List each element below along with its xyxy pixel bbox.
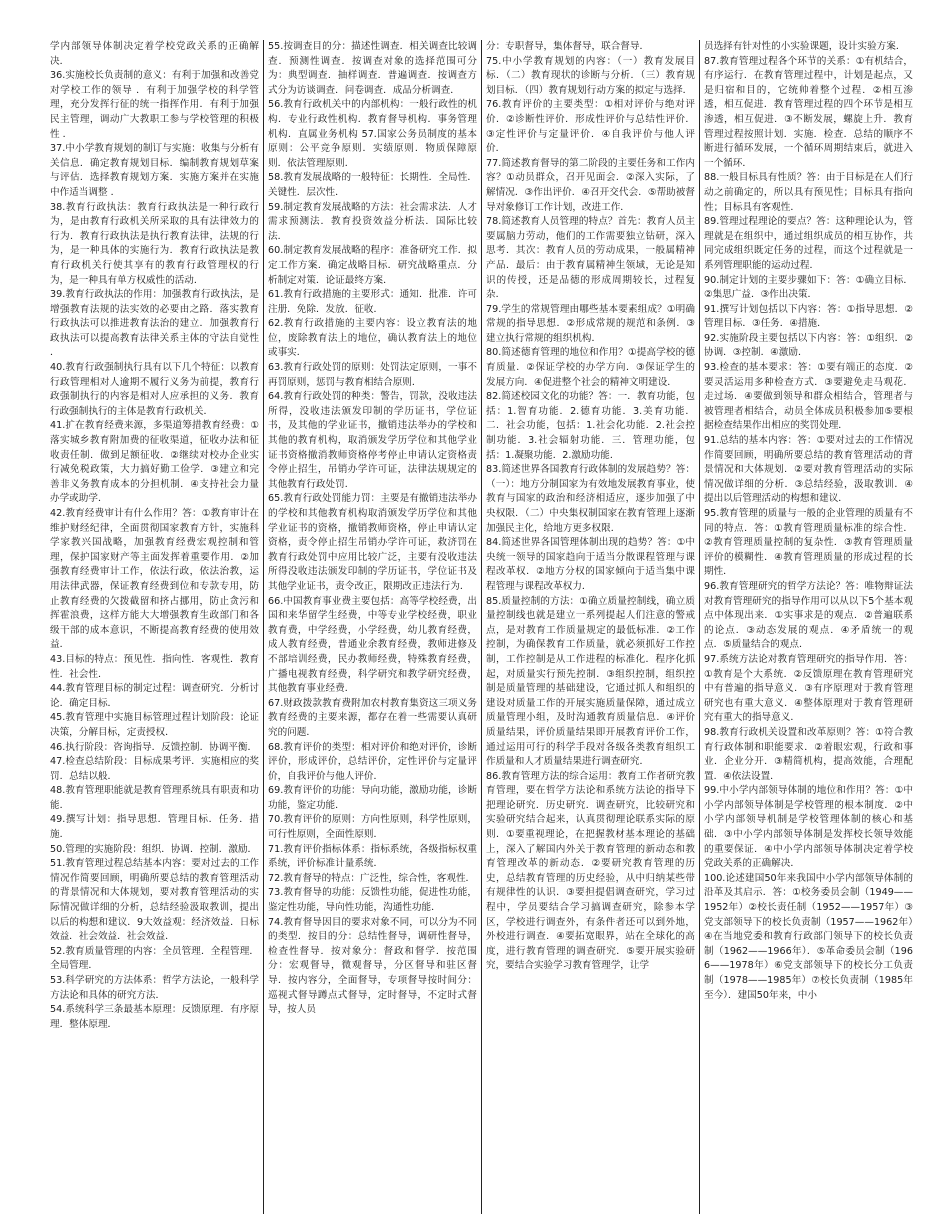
text-column-4: 员选择有针对性的小实验课题，设计实验方案． 87.教育管理过程各个环节的关系：①有机结合，有序运行．在教育管理过程中，计划是起点，又是归宿和目的，它统帅着整个过程．②相互渗透，相互促进．教育管理过程的四个环节是相互渗透，相互促进．③不断发展，螺旋上升．教育管理过程按照计划．实施．检查．总结的顺序不断进行循环发展，一个循环周期结束后，就进入一个循环． 88.一般目标具有性质？答：由于目标是在人们行动之前确定的，所以具有预见性；目标具有指向性；目标具有客观性． 89.管理过程理论的要点？答：这种理论认为，管理就是在组织中，通过组织成员的相互协作，共同完成组织既定任务的过程，而这个过程就是一系列管理职能的运动过程． 90.制定计划的主要步骤如下：答：①确立目标．②集思广益．③作出决策． 91.撰写计划包括以下内容：答：①指导思想．②管理目标．③任务．④措施． 92.实施阶段主要包括以下内容：答：①组织．②协调．③控制．④激励． 93.检查的基本要求：答：①要有端正的态度．②要灵活运用多种检查方式．③要避免走马观花．走过场．④要做到领导和群众相结合，管理者与被管理者相结合，动员全体成员积极参加⑤要根据检查结果作出相应的奖罚处理． 91.总结的基本内容：答：①要对过去的工作情况作简要回顾，明确所要总结的教育管理活动的背景情况和大体规划．②要对教育管理活动的实际情况做详细的分析．③总结经验，汲取教训．④提出以后管理活动的构想和建议． 95.教育管理的质量与一般的企业管理的质量有不同的特点．答：①教育管理质量标准的综合性．②教育管理质量控制的复杂性．③教育管理质量评价的模糊性．④教育管理质量的形成过程的长期性． 96.教育管理研究的哲学方法论？答：唯物辩证法对教育管理研究的指导作用可以从以下5个基本观点中体现出来．①实事求是的观点．②普遍联系的论点．③动态发展的观点．④矛盾统一的观点．⑤质量结合的观点． 97.系统方法论对教育管理研究的指导作用．答：①教育是个大系统．②反馈原理在教育管理研究中有普遍的指导意义．③有序原理对于教育管理研究也有重大意义．④整体原理对于教育管理研究有重大的指导意义． 98.教育行政机关设置和改革原则？答：①符合教育行政体制和职能要求．②着眼宏观，行政和事业．企业分开．③精简机构，提高效能，合理配置．④依法设置． 99.中小学内部领导体制的地位和作用？答：①中小学内部领导体制是学校管理的根本制度．②中小学内部领导机制是学校管理体制的核心和基础．③中小学内部领导体制是发挥校长领导效能的重要保证．④中小学内部领导体制决定着学校党政关系的正确解决． 100.论述建国50年来我国中小学内部领导体制的沿革及其启示．答：①校务委员会制（1949——1952年）②校长责任制（1952——1957年）③党支部领导下的校长负责制（1957——1962年）④在当地党委和教育行政部门领导下的校长负责制（1962——1966年）．⑤革命委员会制（1966——1978年）⑥党支部领导下的校长分工负责制（1978——1985年）⑦校长负责制（1985年至今）．建国50年来，中小 bbox=[704, 41, 913, 1001]
text-column-1: 学内部领导体制决定着学校党政关系的正确解决． 36.实施校长负责制的意义：有利于加强和改善党对学校工作的领导 ．有利于加强学校的科学管理，充分发挥行征的统一指挥作用．有利于加强民主管理，调动广大教职工参与学校管理的积极性 ． 37.中小学教育规划的制订与实施：收集与分析有关信息．确定教育规划目标．编制教育规划草案与评估．选择教育规划方案．实施方案并在实施中作适当调整 ． 38.教育行政执法：教育行政执法是一种行政行为，是由教育行政机关所采取的具有法律效力的行为．教育行政执法是执行教育法律，法规的行为，是一种具体的实施行为．教育行政执法是教育行政机关行使其享有的教育行政管理权的行为，是一种具有单方权威性的活动． 39.教育行政执法的作用：加强教育行政执法，是增强教育法规的法实效的必要由之路．落实教育行政执法可以推进教育法治的建立．加强教育行政执法可以提高教育法律关系主体的守法自觉性 ． 40.教育行政强制执行具有以下几个特征：以教育行政管理相对人逾期不履行义务为前提，教育行政强制执行的内容是相对人应承担的义务．教育行政强制执行的主体是教育行政机关． 41.扩在教育经费来源，多渠道筹措教育经费：①落实城乡教育附加费的征收渠道，征收办法和征收责任制．做到足额征收．②继续对校办企业实行减免税政策，大力搞好勤工俭学．③建立和完善非义务教育成本的分担机制．④支持社会力量办学或助学． 42.教育经费审计有什么作用？答：①教育审计在维护财经纪律，全面贯彻国家教育方针，实施科学家教兴国战略，加强教育经费宏观控制和管理，保护国家财产等主面发挥着重要作用．②加强教育经费审计工作，依法行政，依法治教，运用法律武器，保证教育经费到位和专款专用，防止教育经费的欠拨截留和挤占挪用，防止贪污和挥霍浪费，这样方能大大增强教育生政部门和各级干部的成本意识，不断提高教育经费的使用效益． 43.目标的特点：预见性．指向性．客观性．教育性．社会性． 44.教育管理目标的制定过程：调查研究．分析讨论．确定目标． 45.教育管理中实施目标管理过程计划阶段：论证决策，分解目标，定责授权． 46.执行阶段：咨询指导．反馈控制．协调平衡． 47.检查总结阶段：目标成果考评．实施相应的奖罚．总结以般． 48.教育管理职能就是教育管理系统具有职责和功能． 49.撰写计划：指导思想．管理目标．任务．措施． 50.管理的实施阶段：组织．协调．控制．激励． 51.教育管理过程总结基本内容：要对过去的工作情况作简要回顾，明确所要总结的教育管理活动的背景情况和大体规划，要对教育管理活动的实际情况做详细的分析，总结经验汲取教训，提出以后的构想和建议．9大效益观：经济效益．日标效益．社会效益．社会效益． 52.教育质量管理的内容：全员管理．全程管理．全局管理． 53.科学研究的方法体系：哲学方法论，一般科学方法论和具体的研究方法． 54.系统科学三条最基本原理：反馈原理．有序原理．整体原理． bbox=[50, 41, 259, 1030]
text-column-3: 分：专职督导，集体督导，联合督导． 75.中小学教育规划的内容：（一）教育发展目标．（二）教育现状的诊断与分析．（三）教育规划目标．（四）教育规划行动方案的拟定与选择． 76.教育评价的主要类型：①相对评价与绝对评价．②诊断性评价．形成性评价与总结性评价．③定性评价与定量评价．④自我评价与他人评价． 77.简述教育督导的第二阶段的主要任务和工作内容？①动员群众，召开见面会．②深入实际，了解情况．③作出评价．④召开交代会．⑤帮助被督导对象修订工作计划，改进工作． 78.简述教育人员管理的特点？首先：教育人员主要属脑力劳动，他们的工作需要独立钻研，深入思考．其次：教育人员的劳动成果，一般属精神产品．最后：由于教育属精神生领域，无论是知识的传授，还是品德的形成周期较长，过程复杂． 79.学生的常规管理由哪些基本要素组成？①明确常规的指导思想．②形成常规的规范和条例．③建立执行常规的组织机构． 80.简述德育管理的地位和作用？①提高学校的德育质量．②保证学校的办学方向．③保证学生的发展方向．④促进整个社会的精神文明建设． 82.简述校园文化的功能？答：一．教育功能，包括：1.智育功能．2.德育功能．3.美育功能．二．社会功能，包括：1.社会化功能．2.社会控制功能．3.社会辐射功能．三．管理功能，包括：1.凝聚功能．2.激励功能． 83.简述世界各国教育行政体制的发展趋势？答：（一）：地方分制国家为有效地发展教育事业，使教育与国家的政治和经济相适应，逐步加强了中央权限．（二）中央集权制国家在教育管理上逐渐加强民主化，给地方更多权限． 84.简述世界各国管理体制出现的趋势？答：①中央统一领导的国家趋向于适当分散课程管理与课程改革权．②地方分权的国家倾向于适当集中课程管理与课程改革权力． 85.质量控制的方法：①确立质量控制线，确立质量控制线也就是建立一系列提起人们注意的警戒点，是对教育工作质量规定的最低标准．②工作控制，为确保教育工作质量，就必须抓好工作控制，工作控制是从工作进程的标准化．程序化抓起，对质量实行预先控制．③组织控制，组织控制是质量管理的基础建设，它通过抓人和组织的建设对质量工作的开展实施质量保障，通过成立质量管理小组，及时沟通教育质量信息．④评价质量结果，评价质量结果即开展教育评价工作，通过运用可行的科学手段对各级各类教育组织工作质量和人才质量结果进行调查研究． 86.教育管理方法的综合运用：教育工作者研究教育管理，要在哲学方法论和系统方法论的指导下把理论研究．历史研究．调查研究，比较研究和实验研究结合起来，认真贯彻理论联系实际的原则．①要重视理论，在把握教材基本理论的基础上，深入了解国内外关于教育管理的新动态和教育管理改革的新动态．②要研究教育管理的历史，总结教育管理的历史经验，从中归纳某些带有规律性的认识．③要担提倡调查研究，学习过程中，学员要结合学习搞调查研究，除参本学区，学校进行调查外，有条件者还可以到外地，外校进行调查．④要拓宽眼界，站在全球化的高度，进行教育管理的调查研究．⑤要开展实验研究，要结合实验学习教育管理学，让学 bbox=[486, 41, 695, 972]
text-column-2: 55.按调查目的分：描述性调查．相关调查比较调查．预测性调查．按调查对象的选择范围可分为：典型调查．抽样调查．普遍调查．按调查方式分为访谈调查．问卷调查．成品分析调查． 56.教育行政机关中的内部机构：一般行政性的机构．专业行政性机构．教育督导机构．事务管理机构．直属业务机构 57.国家公务员制度的基本原则：公平竞争原则．实绩原则．物质保障原则．依法管理原则． 58.教育发展战略的一般特征：长期性．全局性．关键性．层次性． 59.制定教育发展战略的方法：社会需求法．人才需求预测法．教育投资效益分析法．国际比较法． 60.制定教育发展战略的程序：准备研究工作．拟定工作方案．确定战略目标．研究战略重点．分析制定对策．论证最终方案． 61.教育行政措施的主要形式：通知．批准．许可注册．免除．发放．征收． 62.教育行政措施的主要内容：设立教育法的地位，废除教育法上的地位，确认教育法上的地位或事实． 63.教育行政处罚的原则：处罚法定原则，一事不再罚原则，惩罚与教育相结合原则． 64.教育行政处罚的种类：警告，罚款，没收违法所得，没收违法颁发印制的学历证书，学位证书，及其他的学业证书，撤销违法举办的学校和其他的教育机构，取消颁发学历学位和其他学业证书资格撤消教师资格停考停止申请认定资格责令停止招生，吊销办学许可证，法律法规规定的其他教育行政处罚． 65.教育行政处罚能力罚：主要是有撤销违法举办的学校和其他教育机构取消颁发学历学位和其他学业证书的资格，撤销教师资格，停止申请认定资格，责令停止招生吊销办学许可证，救济罚在教育行政处罚中应用比较广泛，主要有没收违法所得没收违法颁发印制的学历证书，学位证书及其他学业证书，责令改正，限期改正违法行为． 66.中国教育事业费主要包括：高等学校经费，出国和来华留学生经费，中等专业学校经费，职业教育费，中学经费，小学经费，幼儿教育经费，成人教育经费，普通业余教育经费，教师进修及不部培训经费，民办教师经费，特殊教育经费，广播电视教育经费，科学研究和教学研究经费，其他教育事业经费． 67.财政拨款教育费附加农村教育集资这三项义务教育经费的主要来源，都存在着一些需要认真研究的问题． 68.教育评价的类型：相对评价和绝对评价，诊断评价，形成评价，总结评价，定性评价与定量评价，自我评价与他人评价． 69.教育评价的功能：导向功能，激励功能，诊断功能，鉴定功能． 70.教育评价的原则：方向性原则，科学性原则，可行性原则，全面性原则． 71.教育评价指标体系：指标系统，各级指标权重系统，评价标准计量系统． 72.教育督导的特点：广泛性，综合性，客观性． 73.教育督导的功能：反馈性功能，促进性功能，鉴定性功能，导向性功能，沟通性功能． 74.教育督导因目的要求对象不同，可以分为不同的类型．按目的分：总结性督导，调研性督导，检查性督导．按对象分：督政和督学．按范围分：宏观督导，微观督导，分区督导和驻区督导．按内容分，全面督导，专项督导按时间分：巡视式督导蹲点式督导，定时督导，不定时式督导，按人员 bbox=[268, 41, 477, 1016]
